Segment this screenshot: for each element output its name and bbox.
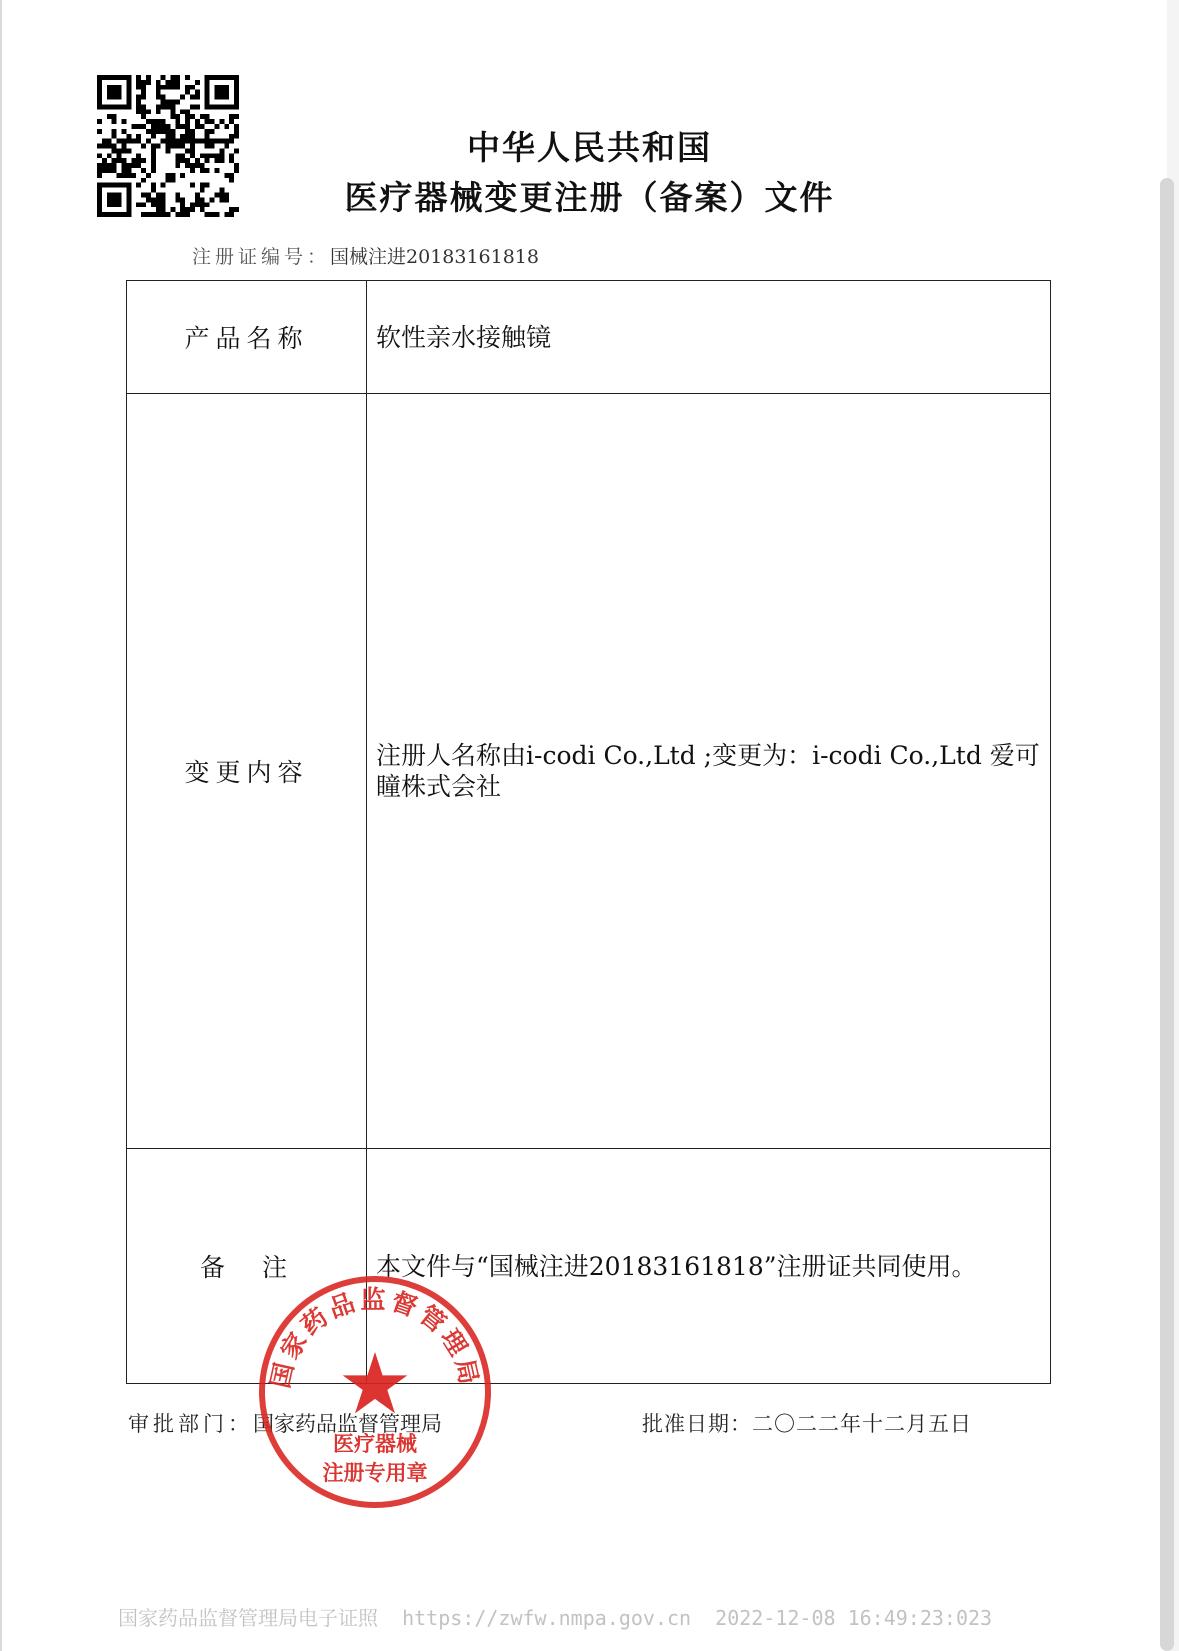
approving-department-value: 国家药品监督管理局 [253, 1412, 442, 1436]
remarks-label: 备 注 [127, 1149, 367, 1384]
product-name-label: 产品名称 [127, 281, 367, 394]
official-seal-stamp [255, 1272, 495, 1512]
product-name-value: 软性亲水接触镜 [367, 281, 1051, 394]
registration-number-value: 国械注进20183161818 [330, 246, 539, 268]
seal-inner-line1: 医疗器械 [333, 1432, 417, 1456]
footer-e-license-info: 国家药品监督管理局电子证照 https://zwfw.nmpa.gov.cn 2022-12-08 16:49:23:023 [118, 1606, 993, 1630]
table-row [127, 394, 1051, 1149]
registration-number [192, 242, 539, 269]
change-content-label: 变更内容 [127, 394, 367, 1149]
table-row [127, 281, 1051, 394]
seal-star-icon [343, 1352, 408, 1413]
approval-date-label: 批准日期： [642, 1412, 752, 1436]
approval-date-value: 二〇二二年十二月五日 [752, 1412, 972, 1436]
registration-number-label: 注册证编号： [192, 246, 331, 268]
remarks-value: 本文件与“国械注进20183161818”注册证共同使用。 [367, 1149, 1051, 1384]
change-content-value: 注册人名称由i-codi Co.,Ltd ;变更为：i-codi Co.,Ltd 爱可瞳株式会社 [367, 394, 1051, 1149]
seal-inner-line2: 注册专用章 [322, 1461, 428, 1485]
approving-department-label: 审批部门： [128, 1412, 253, 1436]
document-title-country: 中华人民共和国 [467, 128, 712, 167]
scrollbar-thumb[interactable] [1160, 178, 1174, 1651]
page-edge [0, 0, 2, 1651]
change-info-table [126, 280, 1051, 1384]
seal-outer-text: 国家药品监督管理局 [265, 1285, 485, 1391]
approval-date [642, 1408, 972, 1438]
document-title: 医疗器械变更注册（备案）文件 [344, 178, 835, 217]
